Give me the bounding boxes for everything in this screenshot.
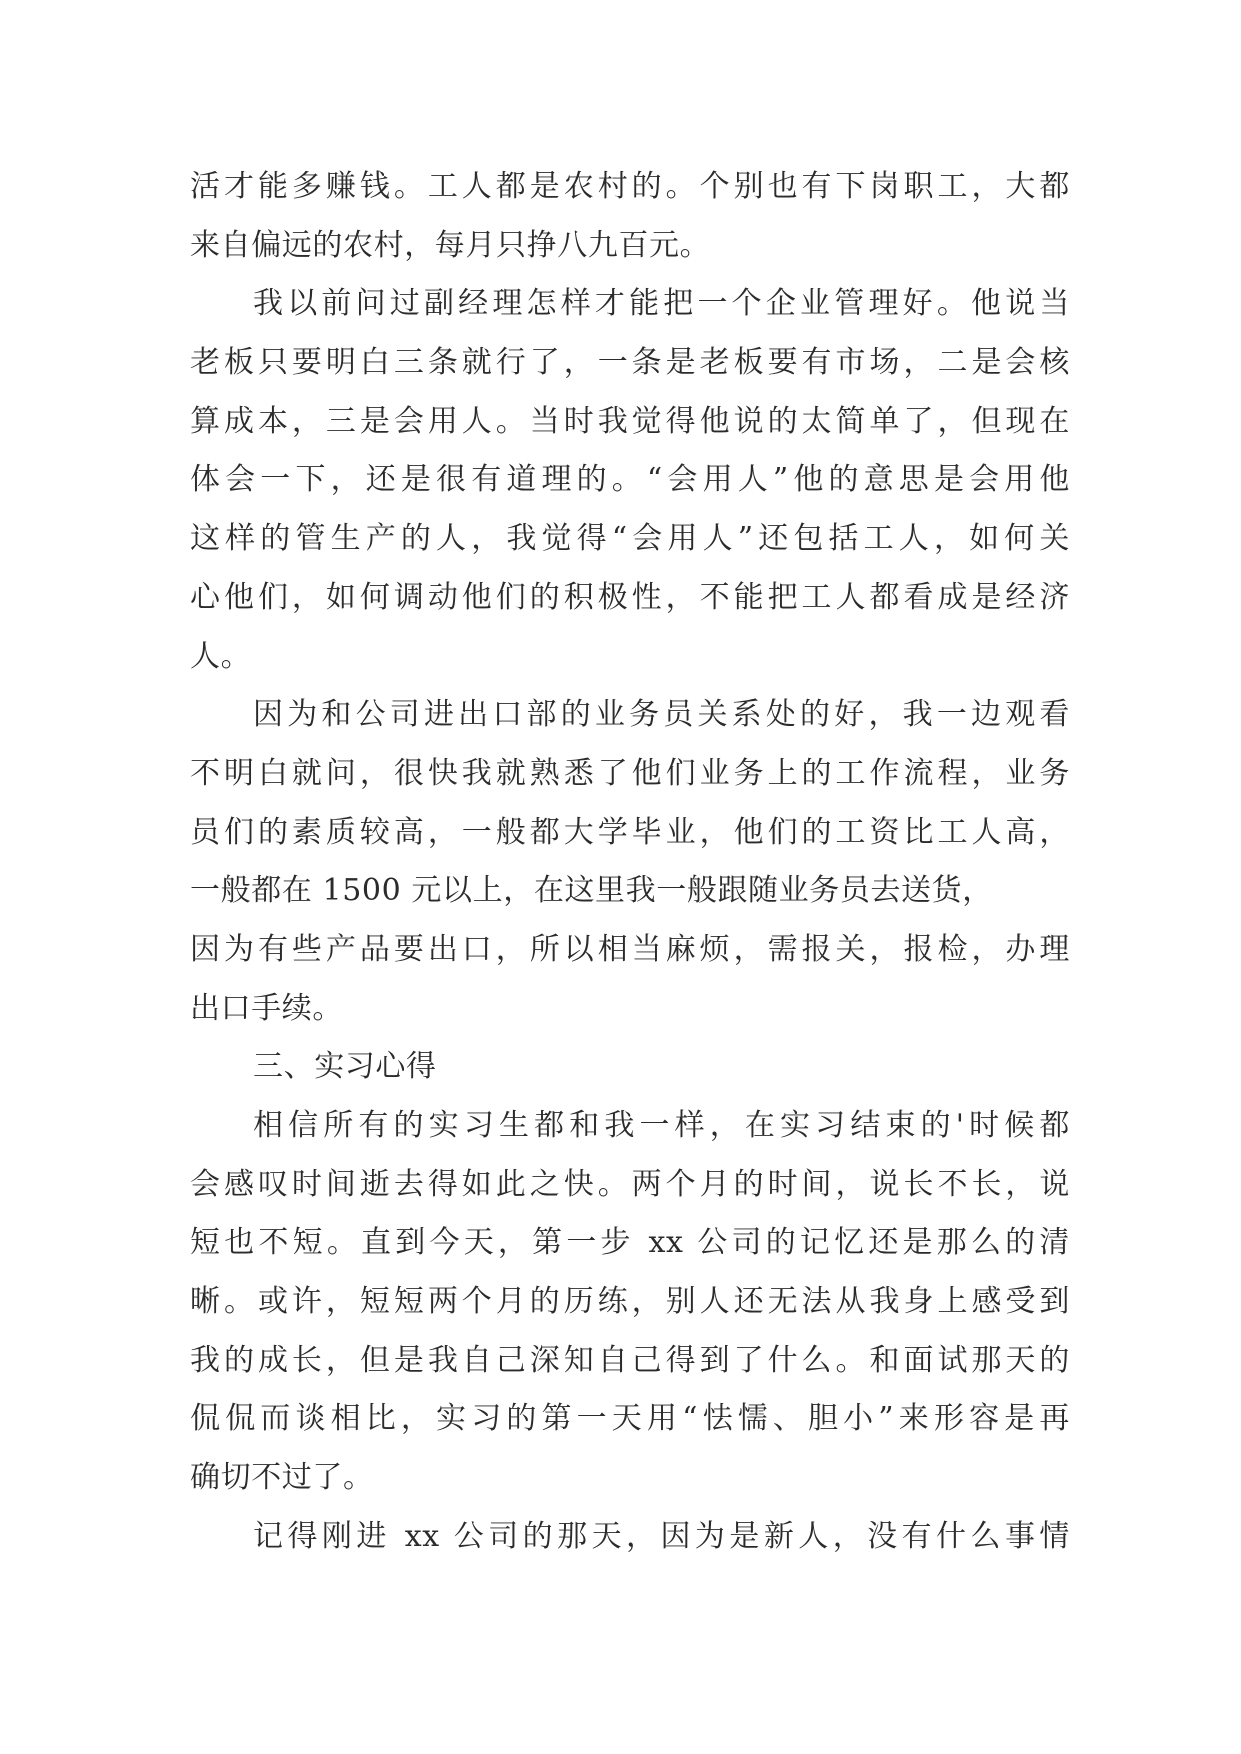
text-line: 一般都在 1500 元以上，在这里我一般跟随业务员去送货， (190, 873, 993, 909)
text-line: 不明白就问，很快我就熟悉了他们业务上的工作流程，业务 (190, 755, 1070, 791)
text-line: 员们的素质较高，一般都大学毕业，他们的工资比工人高， (190, 814, 1070, 850)
text-line: 会感叹时间逝去得如此之快。两个月的时间，说长不长，说 (190, 1166, 1070, 1202)
text-line: 老板只要明白三条就行了，一条是老板要有市场，二是会核 (190, 345, 1070, 381)
text-line: 晰。或许，短短两个月的历练，别人还无法从我身上感受到 (190, 1284, 1070, 1320)
text-line: 人。 (190, 638, 252, 674)
document-body (190, 158, 1070, 1567)
text-line: 体会一下，还是很有道理的。“会用人”他的意思是会用他 (190, 462, 1070, 498)
paragraph-first-line: 我以前问过副经理怎样才能把一个企业管理好。他说当 (253, 286, 1070, 322)
text-line: 来自偏远的农村，每月只挣八九百元。 (190, 227, 711, 263)
text-line: 短也不短。直到今天，第一步 xx 公司的记忆还是那么的清 (190, 1225, 1070, 1261)
text-line: 算成本，三是会用人。当时我觉得他说的太简单了，但现在 (190, 403, 1070, 439)
paragraph-first-line: 相信所有的实习生都和我一样，在实习结束的'时候都 (253, 1108, 1070, 1143)
text-line: 这样的管生产的人，我觉得“会用人”还包括工人，如何关 (190, 521, 1070, 557)
text-line: 我的成长，但是我自己深知自己得到了什么。和面试那天的 (190, 1342, 1070, 1378)
text-line: 心他们，如何调动他们的积极性，不能把工人都看成是经济 (190, 579, 1070, 615)
text-line: 因为有些产品要出口，所以相当麻烦，需报关，报检，办理 (190, 931, 1070, 967)
section-heading: 三、实习心得 (253, 1049, 437, 1085)
text-line: 活才能多赚钱。工人都是农村的。个别也有下岗职工，大都 (190, 169, 1070, 204)
text-line: 确切不过了。 (190, 1460, 374, 1496)
paragraph-first-line: 因为和公司进出口部的业务员关系处的好，我一边观看 (253, 697, 1070, 733)
paragraph-first-line: 记得刚进 xx 公司的那天，因为是新人，没有什么事情 (253, 1518, 1070, 1554)
text-line: 出口手续。 (190, 990, 343, 1026)
text-line: 侃侃而谈相比，实习的第一天用“怯懦、胆小”来形容是再 (190, 1401, 1070, 1437)
